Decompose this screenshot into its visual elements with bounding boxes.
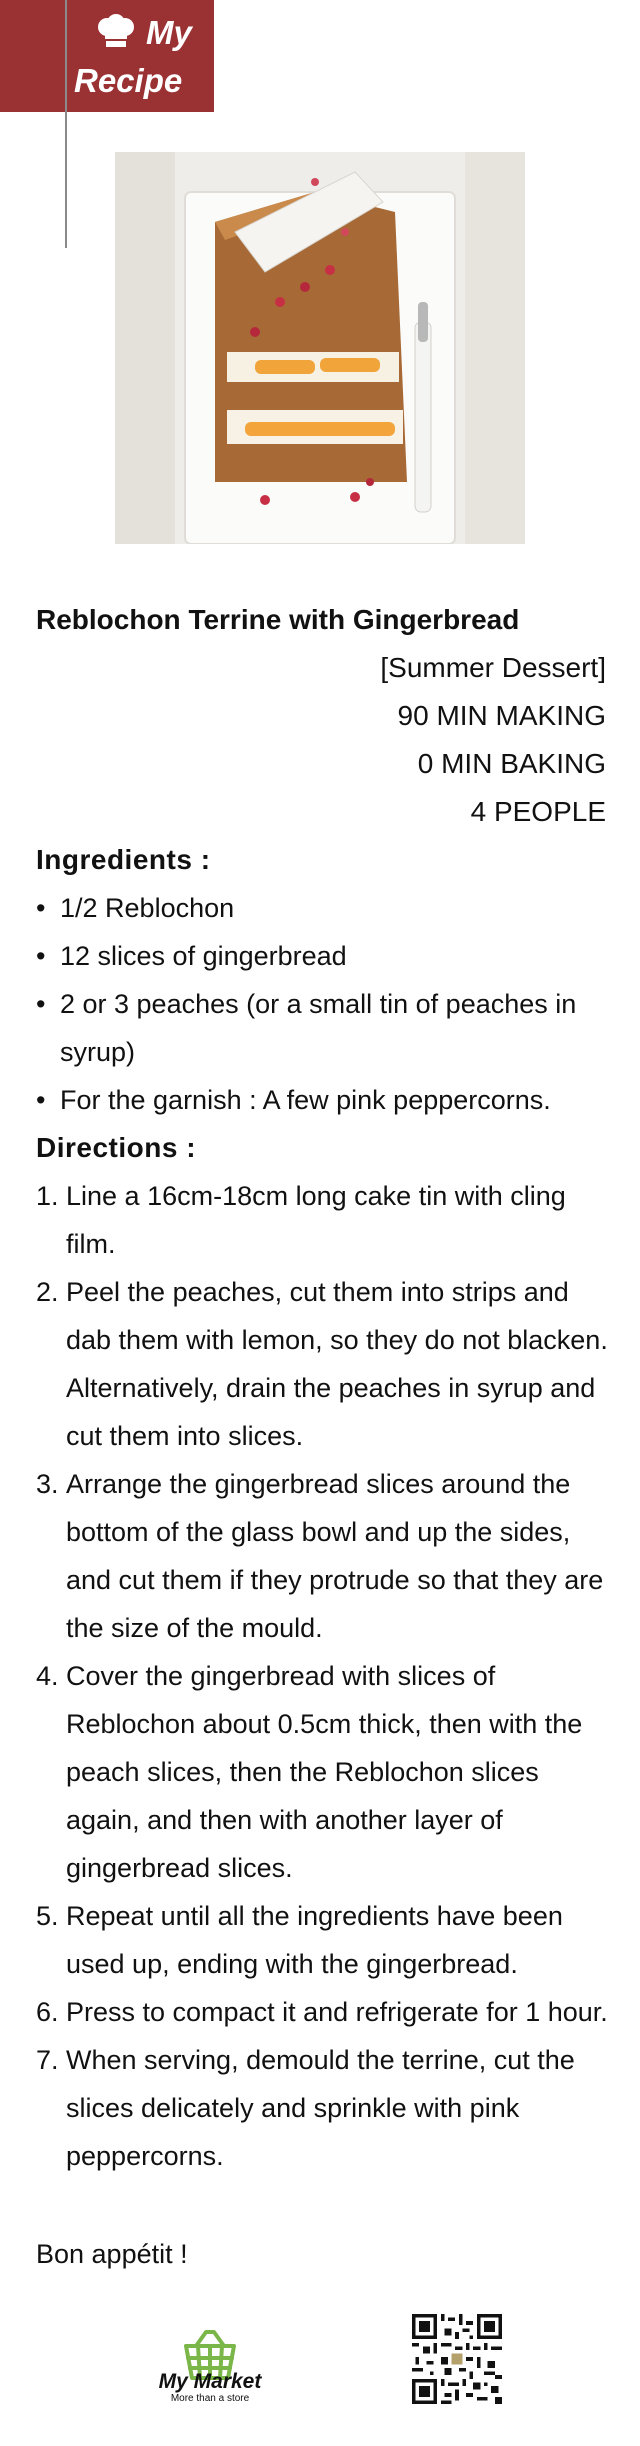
directions-heading: Directions : <box>36 1132 197 1163</box>
bullet-icon: • <box>36 941 46 971</box>
direction-step <box>36 1460 616 1652</box>
step-number: 7. <box>36 2045 59 2075</box>
brand-banner <box>0 0 214 112</box>
step-text: When serving, demould the terrine, cut the slices delicately and sprinkle with pink peppercorns. <box>66 2045 575 2171</box>
step-text: Arrange the gingerbread slices around the bottom of the glass bowl and up the sides, and cut them if they protrude so that they are the size of the mould. <box>66 1469 604 1643</box>
brand-divider <box>65 0 67 248</box>
qr-code <box>412 2314 502 2404</box>
recipe-category: [Summer Dessert] <box>380 652 606 683</box>
direction-step <box>36 1892 616 1988</box>
market-tagline: More than a store <box>170 2393 250 2404</box>
direction-step <box>36 2036 616 2180</box>
direction-step <box>36 1988 616 2036</box>
bullet-icon: • <box>36 893 46 923</box>
step-text: Repeat until all the ingredients have been used up, ending with the gingerbread. <box>66 1901 563 1979</box>
market-name: My Market <box>158 2370 262 2393</box>
step-number: 1. <box>36 1181 59 1211</box>
direction-step <box>36 1268 616 1460</box>
brand-title-line2: Recipe <box>74 62 183 99</box>
baking-time: 0 MIN BAKING <box>417 748 606 779</box>
closing-text: Bon appétit ! <box>36 2239 188 2269</box>
recipe-photo <box>115 152 525 544</box>
ingredient-item: • 12 slices of gingerbread <box>36 932 616 980</box>
step-text: Line a 16cm-18cm long cake tin with cling film. <box>66 1181 566 1259</box>
direction-step <box>36 1172 616 1268</box>
step-number: 6. <box>36 1997 59 2027</box>
step-number: 2. <box>36 1277 59 1307</box>
brand-title-line1: My <box>146 14 192 51</box>
chef-hat-icon <box>96 14 136 48</box>
step-number: 3. <box>36 1469 59 1499</box>
ingredients-list <box>36 884 616 1124</box>
directions-list <box>36 1172 616 2180</box>
making-time: 90 MIN MAKING <box>397 700 606 731</box>
ingredient-item: • 2 or 3 peaches (or a small tin of peaches in syrup) <box>36 980 616 1076</box>
bullet-icon: • <box>36 989 46 1019</box>
ingredient-item: • 1/2 Reblochon <box>36 884 616 932</box>
step-text: Cover the gingerbread with slices of Reblochon about 0.5cm thick, then with the peach slices, then the Reblochon slices again, and then with another layer of gingerbread slices. <box>66 1661 583 1883</box>
step-number: 4. <box>36 1661 59 1691</box>
step-text: Press to compact it and refrigerate for 1 hour. <box>66 1997 608 2027</box>
ingredients-heading: Ingredients : <box>36 844 211 875</box>
step-number: 5. <box>36 1901 59 1931</box>
recipe-title: Reblochon Terrine with Gingerbread <box>36 604 520 635</box>
servings: 4 PEOPLE <box>470 796 606 827</box>
bullet-icon: • <box>36 1085 46 1115</box>
step-text: Peel the peaches, cut them into strips and dab them with lemon, so they do not blacken. Alternatively, drain the peaches in syrup and cut them into slices. <box>66 1277 608 1451</box>
direction-step <box>36 1652 616 1892</box>
ingredient-item: • For the garnish : A few pink peppercorns. <box>36 1076 616 1124</box>
